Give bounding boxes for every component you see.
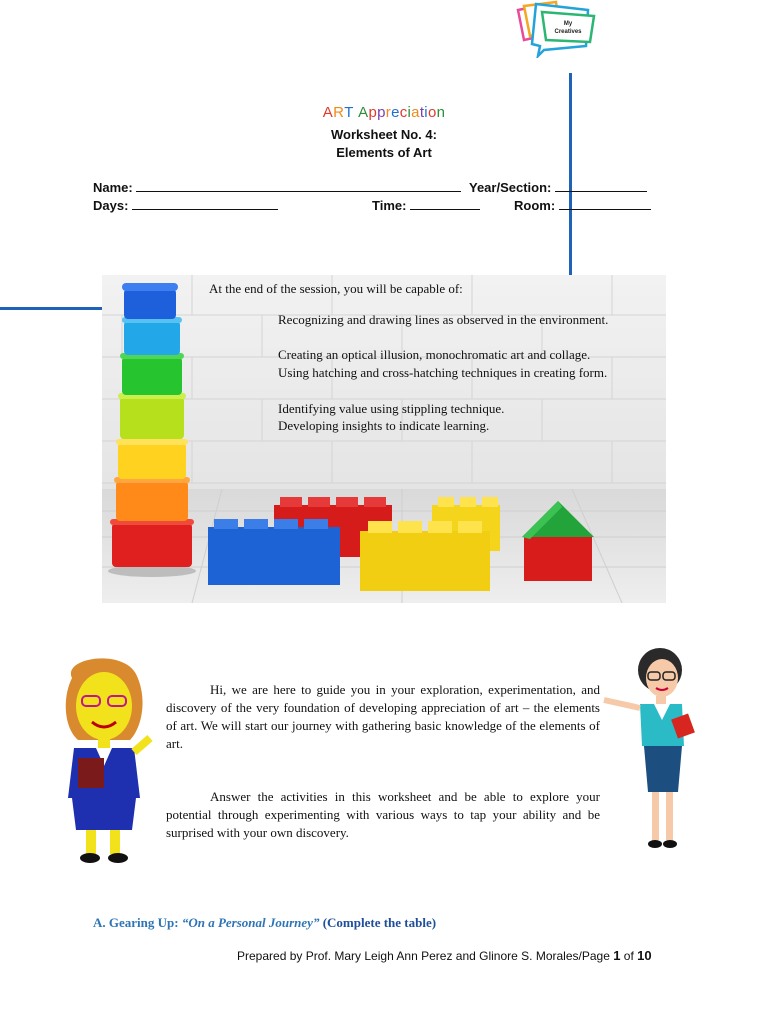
room-blank[interactable]	[559, 198, 651, 210]
footer-page-number: 1	[613, 948, 621, 963]
title-letter: A	[322, 104, 334, 121]
welcome-paragraph-2: Answer the activities in this worksheet and be able to explore your potential through experimenting with various ways to tap your ability and be surprised with your own discovery.	[166, 789, 600, 840]
days-field[interactable]	[93, 198, 278, 213]
time-blank[interactable]	[410, 198, 480, 210]
title-letter: R	[333, 104, 345, 121]
title-letter: p	[377, 104, 386, 121]
section-a-heading	[93, 915, 436, 931]
title-letter: n	[436, 104, 446, 121]
objective-item-1: Recognizing and drawing lines as observed in the environment.	[278, 312, 609, 327]
my-creatives-logo	[514, 0, 600, 58]
logo-line-1: My	[563, 21, 573, 27]
room-label: Room:	[514, 198, 556, 213]
title-letter: A	[358, 104, 369, 121]
teacher-illustration-left	[52, 648, 156, 866]
year-section-blank[interactable]	[555, 180, 647, 192]
objectives-intro: At the end of the session, you will be capable of:	[209, 281, 463, 296]
page-title	[0, 104, 768, 121]
page-footer	[237, 948, 652, 963]
worksheet-title: Elements of Art	[336, 145, 432, 160]
year-section-label: Year/Section:	[469, 180, 552, 195]
objective-item-5: Developing insights to indicate learning.	[278, 418, 490, 433]
footer-page-total: 10	[637, 948, 652, 963]
time-label: Time:	[372, 198, 407, 213]
welcome-paragraph-1: Hi, we are here to guide you in your exploration, experimentation, and discovery of the very foundation of developing appreciation of art – the elements of art. We will start our journey with gathering basic knowledge of the elements of art.	[166, 682, 600, 751]
title-letter: a	[411, 104, 420, 121]
title-letter: i	[407, 104, 412, 121]
title-letter: T	[344, 104, 354, 121]
teacher-illustration-right	[600, 646, 696, 852]
objective-item-4: Identifying value using stippling technique.	[278, 401, 505, 416]
name-field[interactable]	[93, 180, 461, 195]
days-label: Days:	[93, 198, 129, 213]
title-letter: t	[419, 104, 425, 121]
section-a-title: “On a Personal Journey”	[181, 915, 320, 930]
objective-item-2: Creating an optical illusion, monochromatic art and collage.	[278, 347, 591, 362]
title-letter: p	[368, 104, 378, 121]
title-letter: i	[424, 104, 428, 121]
footer-text: Prepared by Prof. Mary Leigh Ann Perez and Glinore S. Morales/Page	[237, 949, 614, 963]
objective-item-3: Using hatching and cross-hatching techniques in creating form.	[278, 365, 608, 380]
title-letter: c	[399, 104, 408, 121]
title-letter: e	[391, 104, 400, 121]
section-a-prefix: A. Gearing Up:	[93, 915, 182, 930]
footer-of: of	[620, 949, 638, 963]
name-label: Name:	[93, 180, 133, 195]
welcome-paragraph-2-container	[160, 788, 606, 840]
title-letter: o	[427, 104, 437, 121]
days-blank[interactable]	[132, 198, 278, 210]
room-field[interactable]	[514, 198, 651, 213]
year-section-field[interactable]	[469, 180, 647, 195]
logo-line-2: Creatives	[554, 29, 582, 35]
name-blank[interactable]	[136, 180, 461, 192]
worksheet-number: Worksheet No. 4:	[331, 127, 437, 142]
title-letter: r	[385, 104, 392, 121]
section-a-instruction: (Complete the table)	[319, 915, 437, 930]
time-field[interactable]	[372, 198, 480, 213]
